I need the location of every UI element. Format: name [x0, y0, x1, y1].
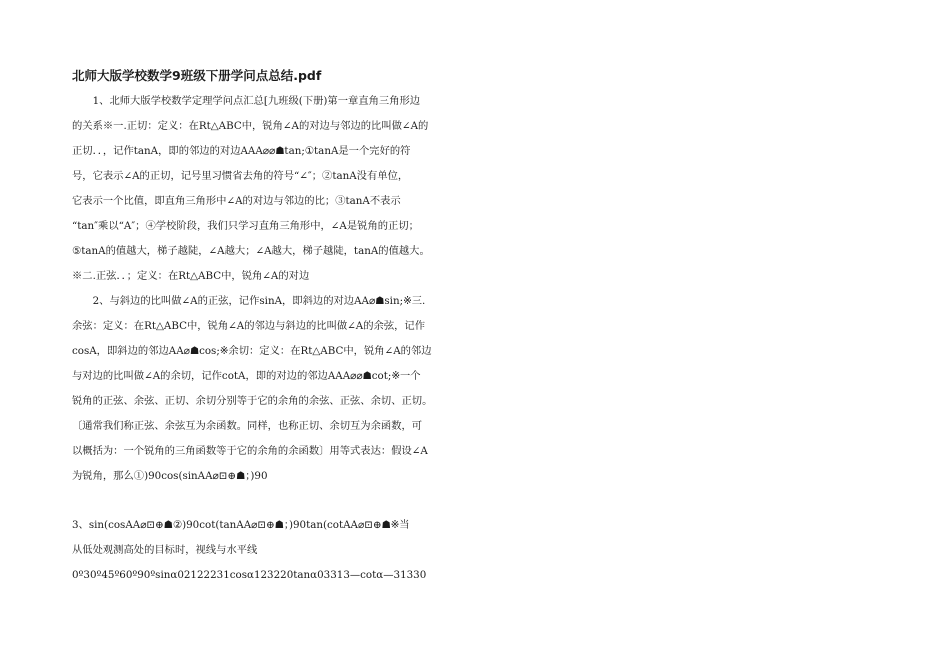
- text-line-1: 1、北师大版学校数学定理学问点汇总[九班级(下册)第一章直角三角形边: [72, 95, 421, 107]
- text-line-6: “tan″乘以“A″；④学校阶段，我们只学习直角三角形中，∠A是锐角的正切；: [72, 220, 419, 232]
- text-line-8: ※二.正弦．．；定义：在Rt△ABC中，锐角∠A的对边: [72, 270, 310, 282]
- text-line-15: 以概括为：一个锐角的三角函数等于它的余角的余函数〕用等式表达：假设∠A: [72, 445, 428, 457]
- text-line-13: 锐角的正弦、余弦、正切、余切分别等于它的余角的余弦、正弦、余切、正切。: [72, 395, 433, 407]
- text-line-4: 号，它表示∠A的正切，记号里习惯省去角的符号“∠″；②tanA没有单位，: [72, 170, 409, 182]
- text-line-16: 为锐角，那么①)90cos(sinAA⌀⊡⊕☗；)90: [72, 470, 268, 482]
- text-line-19: 0º30º45º60º90ºsinα02122231cosα123220tanα03313—cotα—31330: [72, 569, 427, 581]
- text-line-9: 2、与斜边的比叫做∠A的正弦，记作sinA，即斜边的对边AA⌀☗sin;※三.: [72, 295, 426, 307]
- text-line-2: 的关系※一.正切：定义：在Rt△ABC中，锐角∠A的对边与邻边的比叫做∠A的: [72, 120, 429, 132]
- text-line-17: 3、sin(cosAA⌀⊡⊕☗②)90cot(tanAA⌀⊡⊕☗；)90tan(cotAA⌀⊡⊕☗※当: [72, 519, 410, 531]
- text-line-3: 正切．．，记作tanA，即的邻边的对边AAA⌀⌀☗tan;①tanA是一个完好的符: [72, 145, 411, 157]
- text-line-5: 它表示一个比值，即直角三角形中∠A的对边与邻边的比；③tanA不表示: [72, 195, 401, 207]
- text-line-14: 〔通常我们称正弦、余弦互为余函数。同样，也称正切、余切互为余函数，可: [72, 420, 423, 432]
- text-line-12: 与对边的比叫做∠A的余切，记作cotA，即的对边的邻边AAA⌀⌀☗cot;※一个: [72, 370, 421, 382]
- text-line-10: 余弦：定义：在Rt△ABC中，锐角∠A的邻边与斜边的比叫做∠A的余弦，记作: [72, 320, 426, 332]
- text-line-18: 从低处观测高处的目标时，视线与水平线: [72, 544, 258, 556]
- document-title: 北师大版学校数学9班级下册学问点总结.pdf: [72, 68, 322, 83]
- text-line-7: ⑤tanA的值越大，梯子越陡，∠A越大；∠A越大，梯子越陡，tanA的值越大。: [72, 245, 430, 257]
- text-line-11: cosA，即斜边的邻边AA⌀☗cos;※余切：定义：在Rt△ABC中，锐角∠A的邻边: [72, 345, 432, 357]
